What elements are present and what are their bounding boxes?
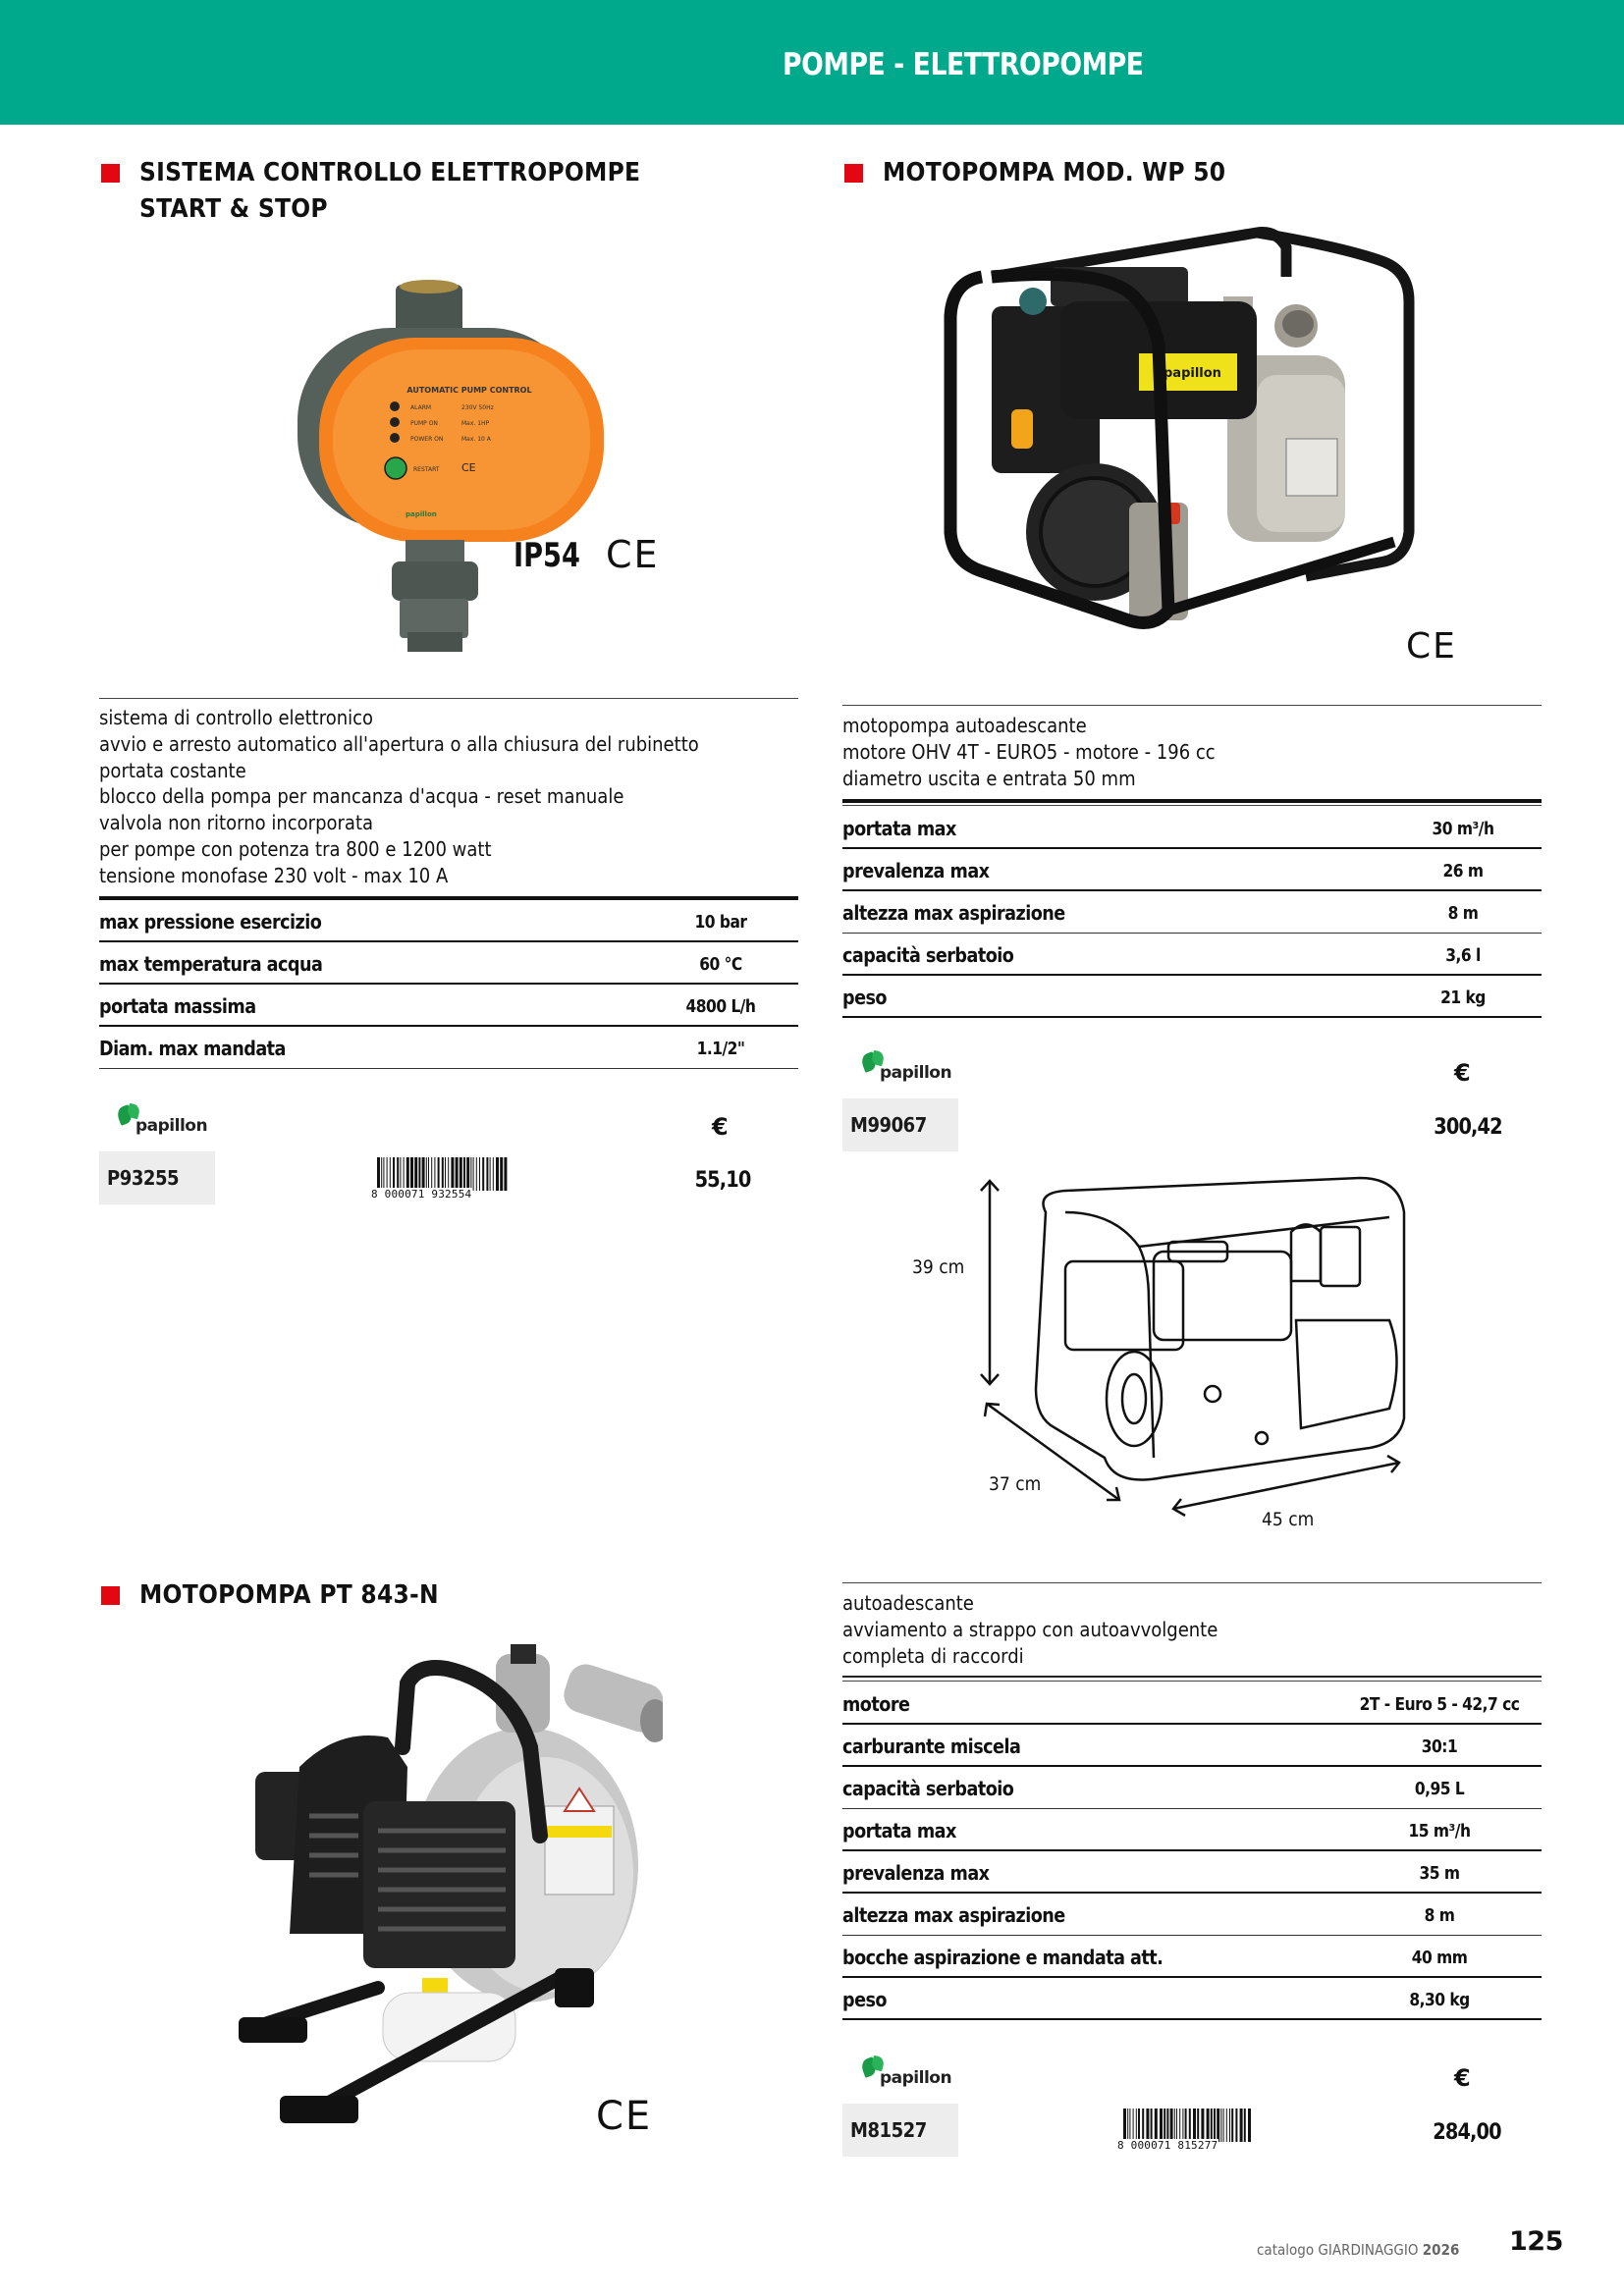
barcode-bar — [393, 1157, 395, 1191]
svg-text:CE: CE — [461, 461, 476, 474]
spec-row: capacità serbatoio 3,6 l — [842, 934, 1542, 976]
barcode-bar — [1244, 2109, 1246, 2142]
barcode-bar — [473, 1157, 474, 1191]
ce-mark-icon: CE — [1406, 626, 1457, 667]
barcode-bar — [490, 1157, 491, 1191]
svg-text:ALARM: ALARM — [410, 404, 432, 411]
spec-row: bocche aspirazione e mandata att. 40 mm — [842, 1936, 1542, 1978]
barcode-bar — [1240, 2109, 1243, 2142]
barcode-bar — [1129, 2109, 1130, 2142]
svg-text:230V 50Hz: 230V 50Hz — [461, 404, 494, 411]
brand-logo-papillon: papillon — [858, 2056, 951, 2096]
spec-row: prevalenza max 26 m — [842, 849, 1542, 891]
dimension-width: 45 cm — [1262, 1509, 1315, 1530]
barcode-bar — [1223, 2109, 1224, 2142]
barcode-bar — [1231, 2109, 1233, 2142]
barcode-bar — [493, 1157, 494, 1191]
dimension-height: 39 cm — [912, 1256, 965, 1278]
product-description: motopompa autoadescante motore OHV 4T - EURO5 - motore - 196 cc diametro uscita e entrata 50 mm — [842, 714, 1216, 790]
barcode-bar — [431, 1157, 432, 1191]
spec-table — [99, 900, 798, 1071]
barcode-bar — [482, 1157, 484, 1191]
barcode-bar — [1211, 2109, 1213, 2142]
barcode-bar — [463, 1157, 465, 1191]
svg-text:Max. 1HP: Max. 1HP — [461, 420, 490, 427]
barcode-bar — [470, 1157, 471, 1191]
barcode-bar — [1176, 2109, 1177, 2142]
divider — [842, 1676, 1542, 1678]
barcode-bar — [377, 1157, 380, 1191]
ce-mark-icon: CE — [596, 2094, 653, 2139]
svg-text:Max. 10 A: Max. 10 A — [461, 436, 491, 443]
product-price: 300,42 — [1434, 1115, 1502, 1140]
svg-text:POWER ON: POWER ON — [410, 436, 444, 443]
product-title: MOTOPOMPA MOD. WP 50 — [883, 158, 1226, 187]
spec-row: capacità serbatoio 0,95 L — [842, 1767, 1542, 1809]
barcode-bar — [418, 1157, 420, 1191]
barcode-bar — [1155, 2109, 1158, 2142]
barcode-bar — [1226, 2109, 1227, 2142]
barcode: 8 000071 815277 — [1121, 2109, 1255, 2152]
barcode-bar — [451, 1157, 454, 1191]
divider — [842, 799, 1542, 803]
barcode-bar — [1160, 2109, 1163, 2142]
svg-text:RESTART: RESTART — [413, 466, 440, 473]
product-title: MOTOPOMPA PT 843-N — [139, 1580, 439, 1610]
barcode-bar — [486, 1157, 488, 1191]
product-description: autoadescante avviamento a strappo con autoavvolgente completa di raccordi — [842, 1591, 1218, 1668]
spec-row: portata max 15 m³/h — [842, 1809, 1542, 1851]
svg-text:papillon: papillon — [1164, 366, 1221, 381]
barcode-bar — [442, 1157, 444, 1191]
ce-mark-icon: CE — [606, 533, 660, 576]
barcode-bar — [422, 1157, 425, 1191]
spec-row: Diam. max mandata 1.1/2" — [99, 1027, 798, 1069]
accent-square-icon — [101, 1586, 120, 1605]
barcode-bar — [1164, 2109, 1165, 2142]
barcode-bar — [1182, 2109, 1183, 2142]
barcode-bar — [1174, 2109, 1175, 2142]
barcode-bar — [460, 1157, 462, 1191]
barcode-bar — [428, 1157, 429, 1191]
barcode-bars — [375, 1157, 509, 1191]
barcode-bar — [1170, 2109, 1173, 2142]
spec-row: peso 21 kg — [842, 976, 1542, 1018]
pump-control-illustration — [290, 277, 682, 660]
divider — [842, 1582, 1542, 1583]
barcode-bar — [1142, 2109, 1144, 2142]
product-image-pt843n — [231, 1639, 663, 2169]
barcode-bar — [1207, 2109, 1210, 2142]
product-code-box — [842, 2104, 958, 2157]
accent-square-icon — [101, 164, 120, 183]
barcode-bar — [438, 1157, 440, 1191]
barcode-bar — [496, 1157, 499, 1191]
spec-row: portata max 30 m³/h — [842, 807, 1542, 849]
barcode-bar — [390, 1157, 391, 1191]
brand-logo-papillon: papillon — [858, 1051, 951, 1091]
barcode-bar — [387, 1157, 388, 1191]
svg-text:PUMP ON: PUMP ON — [410, 420, 438, 427]
product-description: sistema di controllo elettronico avvio e arresto automatico all'apertura o alla chiusura del rubinetto portata costante blocco della pompa per mancanza d'acqua - reset manuale valvola non ritorno incorporata per pompe con potenza tra 800 e 1200 watt tensione monofase 230 volt - max 10 A — [99, 706, 699, 887]
product-code: M81527 — [850, 2118, 927, 2142]
barcode-bars — [1121, 2109, 1255, 2142]
currency-symbol: € — [1454, 1059, 1471, 1087]
svg-text:AUTOMATIC PUMP CONTROL: AUTOMATIC PUMP CONTROL — [406, 386, 532, 395]
pump-outline-drawing — [967, 1173, 1429, 1517]
barcode-bar — [434, 1157, 435, 1191]
spec-row: motore 2T - Euro 5 - 42,7 cc — [842, 1682, 1542, 1725]
barcode-bar — [404, 1157, 405, 1191]
compact-pump-illustration — [231, 1639, 663, 2169]
product-image-wp50 — [933, 208, 1443, 679]
product-title: SISTEMA CONTROLLO ELETTROPOMPE START & STOP — [139, 158, 641, 224]
accent-square-icon — [844, 164, 863, 183]
barcode-bar — [1151, 2109, 1153, 2142]
barcode-bar — [476, 1157, 477, 1191]
barcode-bar — [1179, 2109, 1180, 2142]
section-header-band — [0, 0, 1624, 125]
barcode-bar — [1123, 2109, 1126, 2142]
barcode-bar — [406, 1157, 409, 1191]
page-number: 125 — [1509, 2226, 1563, 2257]
product-code-box — [99, 1151, 215, 1204]
spec-row: carburante miscela 30:1 — [842, 1725, 1542, 1767]
barcode-bar — [1235, 2109, 1237, 2142]
barcode-bar — [1185, 2109, 1187, 2142]
spec-row: max pressione esercizio 10 bar — [99, 900, 798, 942]
spec-row: prevalenza max 35 m — [842, 1851, 1542, 1894]
product-code-box — [842, 1098, 958, 1151]
product-price: 284,00 — [1433, 2120, 1501, 2145]
currency-symbol: € — [712, 1113, 729, 1141]
barcode-bar — [456, 1157, 459, 1191]
barcode-bar — [410, 1157, 413, 1191]
spec-row: altezza max aspirazione 8 m — [842, 1894, 1542, 1936]
barcode-bar — [1127, 2109, 1128, 2142]
product-code: P93255 — [107, 1166, 180, 1190]
barcode-bar — [381, 1157, 382, 1191]
barcode-bar — [448, 1157, 449, 1191]
divider — [842, 705, 1542, 706]
divider — [99, 698, 798, 699]
barcode-bar — [1201, 2109, 1204, 2142]
barcode-bar — [479, 1157, 480, 1191]
barcode-bar — [400, 1157, 401, 1191]
ip-rating-mark: IP54 — [514, 536, 580, 575]
barcode-bar — [1189, 2109, 1191, 2142]
product-image-pump-control — [290, 277, 682, 660]
barcode-bar — [1214, 2109, 1216, 2142]
barcode-bar — [1146, 2109, 1149, 2142]
currency-symbol: € — [1454, 2064, 1471, 2092]
product-code: M99067 — [850, 1113, 927, 1137]
section-title: POMPE - ELETTROPOMPE — [783, 47, 1144, 82]
barcode-bar — [504, 1157, 507, 1191]
spec-row: max temperatura acqua 60 °C — [99, 942, 798, 985]
barcode-bar — [466, 1157, 469, 1191]
spec-row: portata massima 4800 L/h — [99, 985, 798, 1027]
dimension-depth: 37 cm — [989, 1473, 1042, 1495]
catalog-footer: catalogo GIARDINAGGIO 2026 — [1257, 2241, 1460, 2259]
water-pump-illustration — [933, 208, 1443, 679]
barcode-bar — [1229, 2109, 1230, 2142]
spec-row: altezza max aspirazione 8 m — [842, 891, 1542, 934]
barcode-bar — [1138, 2109, 1140, 2142]
brand-logo-papillon: papillon — [114, 1104, 207, 1144]
spec-row: peso 8,30 kg — [842, 1978, 1542, 2020]
barcode-bar — [1197, 2109, 1199, 2142]
barcode: 8 000071 932554 — [375, 1157, 509, 1201]
barcode-bar — [500, 1157, 503, 1191]
svg-text:papillon: papillon — [406, 510, 437, 518]
divider — [842, 805, 1542, 806]
barcode-bar — [383, 1157, 384, 1191]
barcode-bar — [1220, 2109, 1221, 2142]
product-price: 55,10 — [694, 1168, 751, 1193]
barcode-bar — [1248, 2109, 1251, 2142]
barcode-bar — [1136, 2109, 1137, 2142]
barcode-bar — [426, 1157, 427, 1191]
barcode-bar — [397, 1157, 399, 1191]
spec-table — [842, 807, 1542, 1018]
barcode-bar — [414, 1157, 417, 1191]
barcode-bar — [1217, 2109, 1219, 2142]
barcode-bar — [1166, 2109, 1168, 2142]
barcode-bar — [445, 1157, 446, 1191]
barcode-bar — [1133, 2109, 1134, 2142]
dimension-drawing — [967, 1173, 1429, 1517]
barcode-bar — [1193, 2109, 1196, 2142]
divider — [842, 1681, 1542, 1682]
spec-table — [842, 1682, 1542, 2022]
